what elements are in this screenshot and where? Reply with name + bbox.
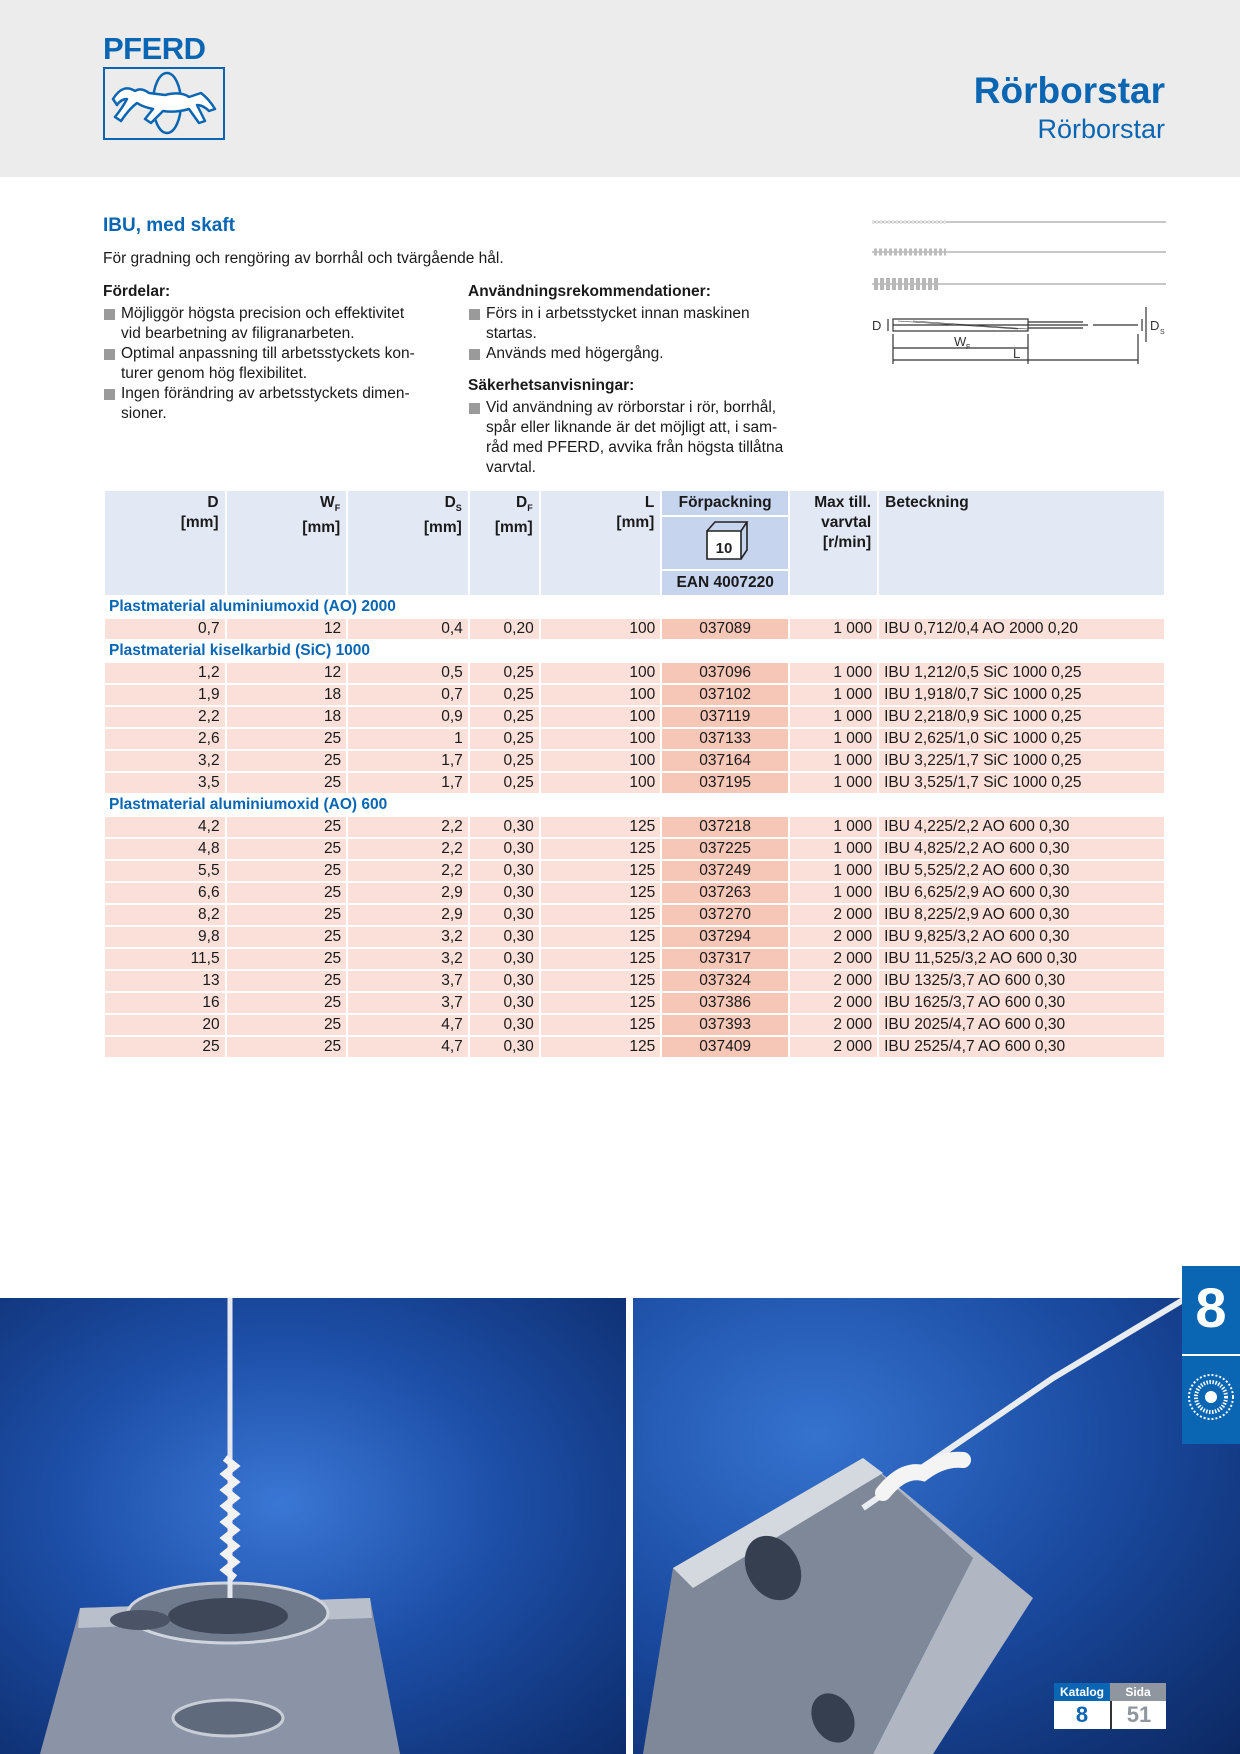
cell-article: 037324 — [662, 971, 788, 991]
group-row — [105, 597, 1164, 617]
cell-wf: 25 — [227, 751, 347, 771]
col-header-df: $D_F$ [mm] — [470, 491, 539, 595]
cell-df: 0,20 — [470, 619, 539, 639]
cell-ds: 4,7 — [348, 1037, 468, 1057]
usage-list — [468, 304, 808, 364]
cell-df: 0,30 — [470, 927, 539, 947]
cell-article: 037270 — [662, 905, 788, 925]
advantages-heading: Fördelar: — [103, 283, 171, 300]
cell-wf: 18 — [227, 707, 347, 727]
table-row — [105, 883, 1164, 903]
cell-l: 100 — [541, 619, 661, 639]
cell-d: 3,2 — [105, 751, 225, 771]
cell-speed: 2 000 — [790, 905, 877, 925]
cell-l: 125 — [541, 927, 661, 947]
cell-df: 0,25 — [470, 685, 539, 705]
cell-d: 6,6 — [105, 883, 225, 903]
cell-speed: 1 000 — [790, 839, 877, 859]
brush-wheel-icon — [1186, 1362, 1236, 1432]
cell-article: 037133 — [662, 729, 788, 749]
cell-desc: IBU 4,825/2,2 AO 600 0,30 — [879, 839, 1164, 859]
cell-d: 3,5 — [105, 773, 225, 793]
cell-l: 100 — [541, 751, 661, 771]
cell-wf: 25 — [227, 839, 347, 859]
group-heading: Plastmaterial aluminiumoxid (AO) 2000 — [109, 598, 396, 615]
cell-desc: IBU 0,712/0,4 AO 2000 0,20 — [879, 619, 1164, 639]
cell-ds: 0,4 — [348, 619, 468, 639]
cell-ds: 2,9 — [348, 883, 468, 903]
col-header-desc: Beteckning — [879, 491, 1164, 595]
cell-df: 0,25 — [470, 663, 539, 683]
cell-desc: IBU 1625/3,7 AO 600 0,30 — [879, 993, 1164, 1013]
cell-speed: 2 000 — [790, 993, 877, 1013]
list-item: Ingen förändring av arbetsstyckets dimen- sioner. — [103, 384, 433, 424]
cell-article: 037102 — [662, 685, 788, 705]
cell-desc: IBU 2,625/1,0 SiC 1000 0,25 — [879, 729, 1164, 749]
table-row — [105, 619, 1164, 639]
cell-wf: 25 — [227, 883, 347, 903]
cell-df: 0,30 — [470, 861, 539, 881]
cell-article: 037263 — [662, 883, 788, 903]
advantages-block — [103, 282, 433, 424]
cell-speed: 2 000 — [790, 949, 877, 969]
cell-wf: 25 — [227, 971, 347, 991]
list-item: Förs in i arbetsstycket innan maskinen startas. — [468, 304, 808, 344]
cell-d: 4,2 — [105, 817, 225, 837]
product-photo-left — [0, 1298, 626, 1754]
cell-l: 125 — [541, 1037, 661, 1057]
cell-l: 125 — [541, 949, 661, 969]
cell-l: 125 — [541, 861, 661, 881]
cell-speed: 2 000 — [790, 927, 877, 947]
cell-ds: 2,2 — [348, 817, 468, 837]
chapter-tab — [1182, 1266, 1240, 1444]
cell-desc: IBU 2025/4,7 AO 600 0,30 — [879, 1015, 1164, 1035]
table-row — [105, 971, 1164, 991]
cell-ds: 3,7 — [348, 993, 468, 1013]
horse-logo-icon — [103, 67, 225, 140]
cell-l: 125 — [541, 817, 661, 837]
cell-desc: IBU 2,218/0,9 SiC 1000 0,25 — [879, 707, 1164, 727]
cell-wf: 18 — [227, 685, 347, 705]
cell-desc: IBU 1325/3,7 AO 600 0,30 — [879, 971, 1164, 991]
cell-ds: 2,9 — [348, 905, 468, 925]
col-header-ds: $D_S$ [mm] — [348, 491, 468, 595]
col-header-wf: $W_F$ [mm] — [227, 491, 347, 595]
cell-article: 037249 — [662, 861, 788, 881]
cell-speed: 2 000 — [790, 971, 877, 991]
cell-speed: 1 000 — [790, 883, 877, 903]
cell-df: 0,25 — [470, 707, 539, 727]
cell-wf: 12 — [227, 619, 347, 639]
cell-ds: 3,2 — [348, 927, 468, 947]
katalog-value: 8 — [1054, 1701, 1110, 1729]
cell-l: 100 — [541, 663, 661, 683]
table-body — [105, 597, 1164, 1057]
cell-wf: 25 — [227, 949, 347, 969]
cell-df: 0,30 — [470, 883, 539, 903]
title-sub: Rörborstar — [1037, 114, 1165, 144]
cell-df: 0,30 — [470, 971, 539, 991]
group-row — [105, 795, 1164, 815]
cell-speed: 2 000 — [790, 1015, 877, 1035]
cell-l: 100 — [541, 685, 661, 705]
cell-l: 100 — [541, 729, 661, 749]
cell-wf: 25 — [227, 861, 347, 881]
col-header-d: D [mm] — [105, 491, 225, 595]
cell-speed: 1 000 — [790, 751, 877, 771]
katalog-label: Katalog — [1054, 1683, 1110, 1701]
cell-l: 100 — [541, 707, 661, 727]
cell-wf: 25 — [227, 729, 347, 749]
cell-df: 0,30 — [470, 1037, 539, 1057]
group-heading: Plastmaterial kiselkarbid (SiC) 1000 — [109, 642, 371, 659]
table-row — [105, 905, 1164, 925]
cell-article: 037409 — [662, 1037, 788, 1057]
cell-df: 0,30 — [470, 839, 539, 859]
col-header-speed: Max till. varvtal [r/min] — [790, 491, 877, 595]
sida-label: Sida — [1110, 1683, 1166, 1701]
pferd-logo — [103, 31, 227, 142]
cell-desc: IBU 9,825/3,2 AO 600 0,30 — [879, 927, 1164, 947]
table-row — [105, 1015, 1164, 1035]
cell-speed: 1 000 — [790, 817, 877, 837]
package-box-icon — [701, 519, 749, 561]
cell-ds: 2,2 — [348, 861, 468, 881]
section-intro: För gradning och rengöring av borrhål och tvärgående hål. — [103, 250, 504, 267]
svg-text:W: W — [954, 334, 967, 349]
col-header-l: L [mm] — [541, 491, 661, 595]
cell-d: 2,2 — [105, 707, 225, 727]
cell-desc: IBU 1,212/0,5 SiC 1000 0,25 — [879, 663, 1164, 683]
cell-df: 0,25 — [470, 773, 539, 793]
cell-wf: 25 — [227, 905, 347, 925]
cell-article: 037195 — [662, 773, 788, 793]
table-row — [105, 707, 1164, 727]
cell-d: 4,8 — [105, 839, 225, 859]
table-row — [105, 839, 1164, 859]
tab-divider — [1182, 1354, 1240, 1356]
cell-df: 0,30 — [470, 949, 539, 969]
cell-desc: IBU 11,525/3,2 AO 600 0,30 — [879, 949, 1164, 969]
cell-wf: 25 — [227, 773, 347, 793]
cell-article: 037393 — [662, 1015, 788, 1035]
cell-ds: 0,9 — [348, 707, 468, 727]
cell-df: 0,30 — [470, 905, 539, 925]
cell-l: 125 — [541, 993, 661, 1013]
svg-text:10: 10 — [715, 540, 733, 557]
usage-heading: Användningsrekommendationer: — [468, 283, 711, 300]
cell-ds: 0,7 — [348, 685, 468, 705]
list-item: Vid användning av rörborstar i rör, borrhål, spår eller liknande är det möjligt att, i sam- råd med PFERD, avvika från högsta tillåtna varvtal. — [468, 398, 808, 478]
list-item: Möjliggör högsta precision och effektivitet vid bearbetning av filigranarbeten. — [103, 304, 433, 344]
logo-text: PFERD — [103, 31, 206, 66]
chapter-number: 8 — [1195, 1276, 1227, 1339]
group-row — [105, 641, 1164, 661]
table-row — [105, 949, 1164, 969]
table-row — [105, 729, 1164, 749]
cell-desc: IBU 3,525/1,7 SiC 1000 0,25 — [879, 773, 1164, 793]
cell-ds: 1,7 — [348, 751, 468, 771]
cell-speed: 1 000 — [790, 729, 877, 749]
cell-d: 8,2 — [105, 905, 225, 925]
cell-article: 037218 — [662, 817, 788, 837]
cell-l: 125 — [541, 839, 661, 859]
cell-speed: 2 000 — [790, 1037, 877, 1057]
cell-article: 037089 — [662, 619, 788, 639]
cell-d: 5,5 — [105, 861, 225, 881]
cell-ds: 1,7 — [348, 773, 468, 793]
table-row — [105, 817, 1164, 837]
cell-d: 2,6 — [105, 729, 225, 749]
cell-df: 0,25 — [470, 729, 539, 749]
page-title — [974, 70, 1165, 146]
cell-desc: IBU 6,625/2,9 AO 600 0,30 — [879, 883, 1164, 903]
brush-samples-icon — [872, 222, 1166, 284]
cell-desc: IBU 8,225/2,9 AO 600 0,30 — [879, 905, 1164, 925]
cell-article: 037164 — [662, 751, 788, 771]
cell-article: 037225 — [662, 839, 788, 859]
cell-desc: IBU 2525/4,7 AO 600 0,30 — [879, 1037, 1164, 1057]
cell-l: 100 — [541, 773, 661, 793]
cell-desc: IBU 3,225/1,7 SiC 1000 0,25 — [879, 751, 1164, 771]
svg-text:D: D — [1150, 318, 1160, 333]
cell-ds: 1 — [348, 729, 468, 749]
cell-desc: IBU 4,225/2,2 AO 600 0,30 — [879, 817, 1164, 837]
svg-text:D: D — [872, 318, 882, 333]
cell-l: 125 — [541, 1015, 661, 1035]
cell-article: 037119 — [662, 707, 788, 727]
cell-speed: 1 000 — [790, 707, 877, 727]
cell-article: 037096 — [662, 663, 788, 683]
cell-d: 16 — [105, 993, 225, 1013]
cell-d: 20 — [105, 1015, 225, 1035]
cell-speed: 1 000 — [790, 685, 877, 705]
safety-list — [468, 398, 808, 478]
table-row — [105, 751, 1164, 771]
cell-article: 037294 — [662, 927, 788, 947]
cell-wf: 25 — [227, 927, 347, 947]
sida-value: 51 — [1110, 1701, 1166, 1729]
pack-box-cell — [662, 517, 788, 569]
group-heading: Plastmaterial aluminiumoxid (AO) 600 — [109, 796, 388, 813]
svg-text:S: S — [1160, 329, 1165, 336]
product-drawing — [868, 212, 1178, 372]
cell-desc: IBU 5,525/2,2 AO 600 0,30 — [879, 861, 1164, 881]
cell-d: 11,5 — [105, 949, 225, 969]
col-header-pack: Förpackning — [662, 491, 788, 515]
cell-ds: 2,2 — [348, 839, 468, 859]
cell-article: 037386 — [662, 993, 788, 1013]
cell-d: 25 — [105, 1037, 225, 1057]
table-row — [105, 773, 1164, 793]
cell-df: 0,30 — [470, 993, 539, 1013]
table-row — [105, 927, 1164, 947]
title-main: Rörborstar — [973, 70, 1165, 111]
page-reference — [1054, 1683, 1166, 1729]
usage-block — [468, 282, 808, 478]
list-item: Optimal anpassning till arbetsstyckets kon- turer genom hög flexibilitet. — [103, 344, 433, 384]
cell-wf: 25 — [227, 1015, 347, 1035]
cell-d: 13 — [105, 971, 225, 991]
svg-text:F: F — [966, 344, 971, 351]
table-row — [105, 861, 1164, 881]
cell-wf: 25 — [227, 993, 347, 1013]
cell-df: 0,25 — [470, 751, 539, 771]
cell-speed: 1 000 — [790, 773, 877, 793]
cell-l: 125 — [541, 971, 661, 991]
table-row — [105, 993, 1164, 1013]
cell-l: 125 — [541, 905, 661, 925]
table-row — [105, 663, 1164, 683]
advantages-list — [103, 304, 433, 424]
cell-speed: 1 000 — [790, 861, 877, 881]
cell-wf: 25 — [227, 1037, 347, 1057]
cell-d: 1,2 — [105, 663, 225, 683]
product-table — [103, 489, 1166, 1059]
cell-d: 9,8 — [105, 927, 225, 947]
cell-ds: 3,7 — [348, 971, 468, 991]
cell-speed: 1 000 — [790, 619, 877, 639]
cell-df: 0,30 — [470, 1015, 539, 1035]
cell-ds: 0,5 — [348, 663, 468, 683]
cell-df: 0,30 — [470, 817, 539, 837]
cell-ds: 3,2 — [348, 949, 468, 969]
table-row — [105, 1037, 1164, 1057]
cell-l: 125 — [541, 883, 661, 903]
cell-article: 037317 — [662, 949, 788, 969]
table-row — [105, 685, 1164, 705]
cell-ds: 4,7 — [348, 1015, 468, 1035]
list-item: Används med högergång. — [468, 344, 808, 364]
cell-wf: 25 — [227, 817, 347, 837]
svg-text:L: L — [1013, 346, 1021, 361]
cell-speed: 1 000 — [790, 663, 877, 683]
cell-wf: 12 — [227, 663, 347, 683]
cell-d: 0,7 — [105, 619, 225, 639]
safety-heading: Säkerhetsanvisningar: — [468, 377, 635, 394]
ean-header: EAN 4007220 — [662, 571, 788, 595]
cell-d: 1,9 — [105, 685, 225, 705]
cell-desc: IBU 1,918/0,7 SiC 1000 0,25 — [879, 685, 1164, 705]
section-heading: IBU, med skaft — [103, 215, 235, 236]
